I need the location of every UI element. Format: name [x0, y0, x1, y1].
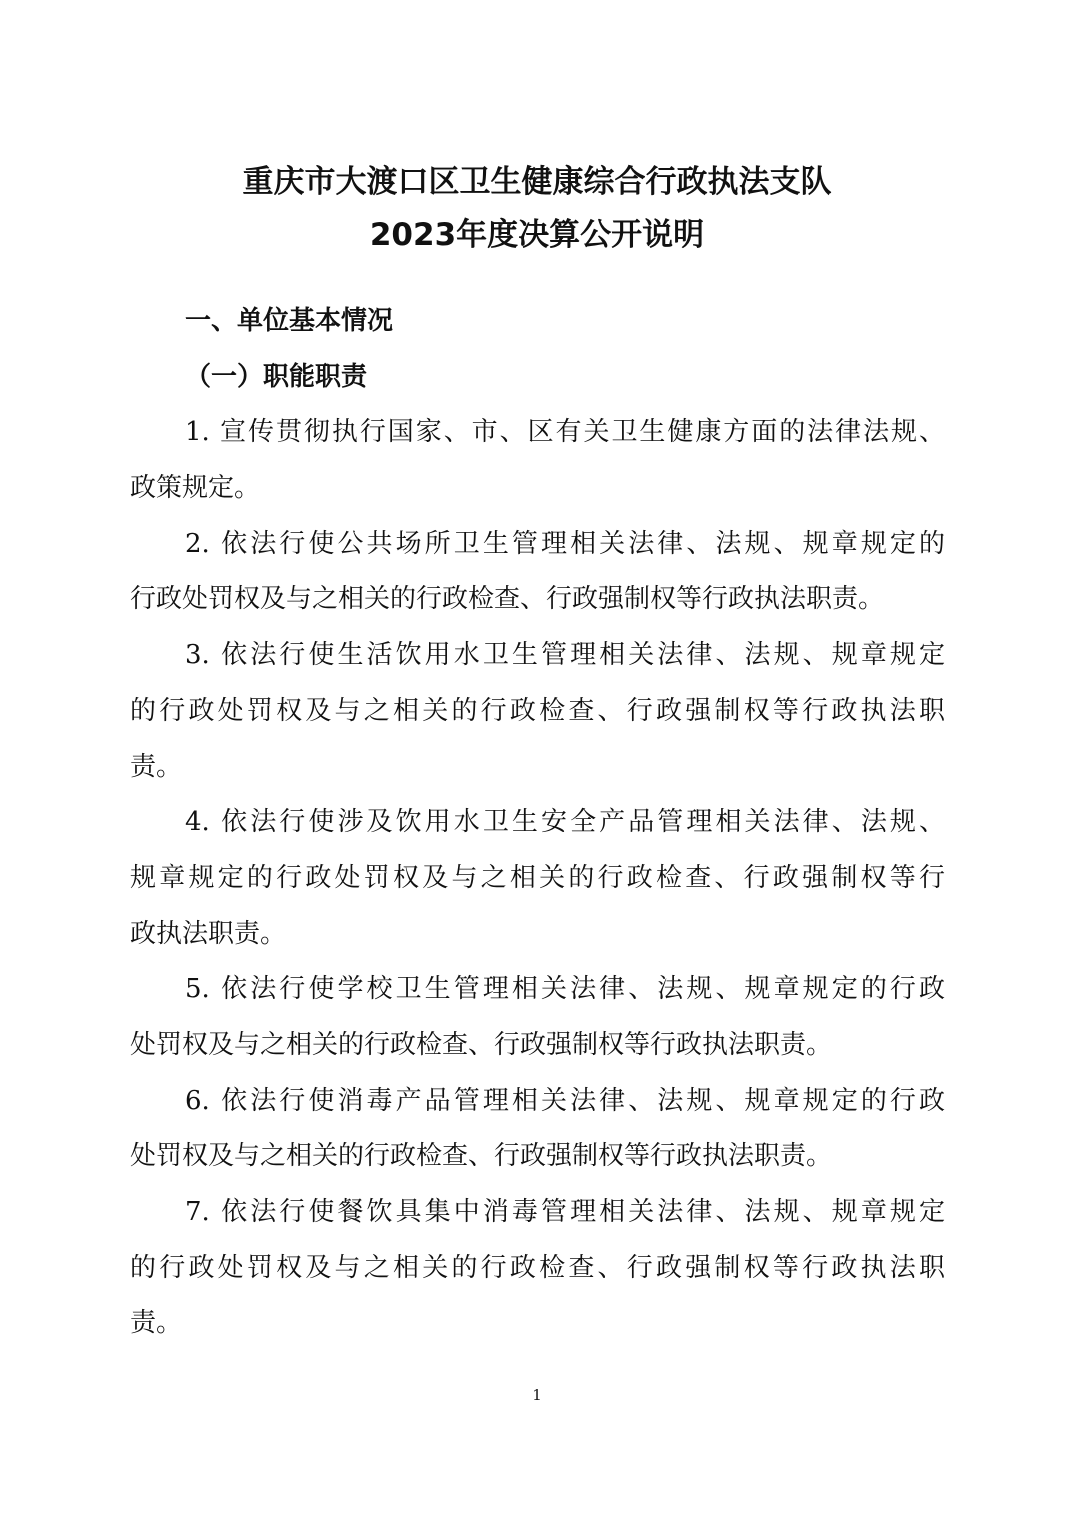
paragraph-line: 2. 依法行使公共场所卫生管理相关法律、法规、规章规定的: [185, 528, 945, 559]
paragraph-line: 6. 依法行使消毒产品管理相关法律、法规、规章规定的行政: [185, 1085, 945, 1116]
page-number: 1: [532, 1386, 542, 1404]
paragraph-line: 处罚权及与之相关的行政检查、行政强制权等行政执法职责。: [130, 1141, 833, 1172]
subsection-heading: （一）职能职责: [185, 361, 368, 392]
paragraph-line: 责。: [130, 751, 183, 782]
paragraph-line: 的行政处罚权及与之相关的行政检查、行政强制权等行政执法职: [130, 695, 945, 726]
paragraph-line: 责。: [130, 1308, 183, 1339]
section-heading: 一、单位基本情况: [185, 306, 394, 336]
paragraph-line: 1. 宣传贯彻执行国家、市、区有关卫生健康方面的法律法规、: [185, 417, 945, 448]
document-title-line-1: 重庆市大渡口区卫生健康综合行政执法支队: [242, 164, 832, 200]
paragraph-line: 处罚权及与之相关的行政检查、行政强制权等行政执法职责。: [130, 1029, 833, 1060]
paragraph-line: 政执法职责。: [130, 918, 287, 949]
document-body: [130, 294, 945, 1352]
paragraph-line: 行政处罚权及与之相关的行政检查、行政强制权等行政执法职责。: [130, 584, 885, 615]
paragraph-line: 政策规定。: [130, 473, 261, 504]
paragraph-line: 3. 依法行使生活饮用水卫生管理相关法律、法规、规章规定: [185, 640, 945, 671]
paragraph-line: 5. 依法行使学校卫生管理相关法律、法规、规章规定的行政: [185, 974, 945, 1005]
document-title-line-2: 2023年度决算公开说明: [369, 217, 705, 253]
paragraph-line: 的行政处罚权及与之相关的行政检查、行政强制权等行政执法职: [130, 1252, 945, 1283]
paragraph-line: 4. 依法行使涉及饮用水卫生安全产品管理相关法律、法规、: [185, 807, 945, 838]
paragraph-line: 7. 依法行使餐饮具集中消毒管理相关法律、法规、规章规定: [185, 1197, 945, 1227]
paragraph-line: 规章规定的行政处罚权及与之相关的行政检查、行政强制权等行: [130, 862, 945, 893]
